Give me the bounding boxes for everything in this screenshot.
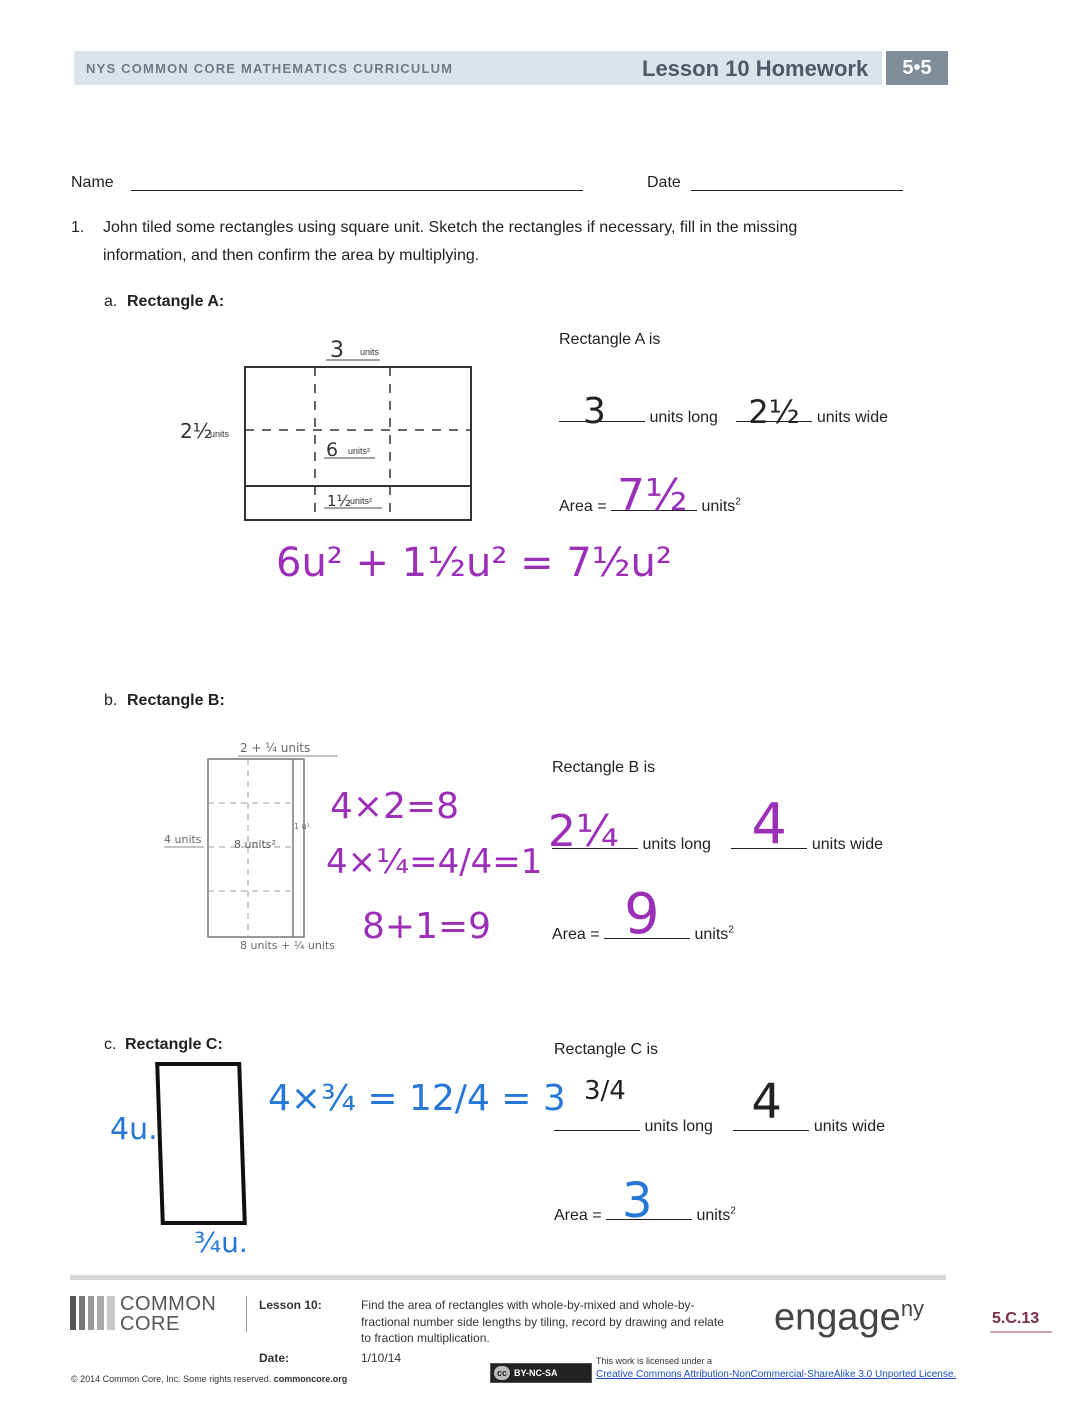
- rect-b-top-label: 2 + ¼ units: [240, 741, 311, 755]
- rect-a-long-row: [559, 391, 889, 432]
- rect-a-area-row: Area = 7½ units$^2$: [559, 470, 741, 521]
- rect-a-area-label: Area =: [559, 498, 607, 515]
- rect-c-bottom-label: ¾u.: [194, 1226, 248, 1259]
- rect-a-long-answer: 3: [583, 391, 606, 432]
- copyright-text: © 2014 Common Core, Inc. Some rights reserved.: [71, 1374, 272, 1384]
- rect-b-work-line1: 4×2=8: [330, 786, 460, 827]
- footer-rule: [70, 1275, 946, 1280]
- rect-c-long-suffix: units long: [644, 1118, 713, 1135]
- rect-b-strip-label: 1 u²: [294, 822, 310, 831]
- rect-a-top-value: 3: [330, 338, 344, 363]
- rect-b-area-units: units: [694, 926, 729, 943]
- footer-divider: [246, 1296, 247, 1332]
- cc-license-badge: [490, 1363, 592, 1383]
- footer-lesson-desc3: to fraction multiplication.: [361, 1331, 490, 1345]
- logo-text-common: COMMON: [120, 1293, 217, 1315]
- rect-a-area-answer: 7½: [617, 470, 688, 521]
- rect-a-area-field[interactable]: [611, 470, 697, 521]
- brand-text: engage: [774, 1296, 901, 1339]
- rect-c-long-answer: 3/4: [584, 1076, 626, 1106]
- footer-date-label: Date:: [259, 1351, 290, 1365]
- rect-c-side-label: 4u.: [110, 1112, 158, 1147]
- name-label: Name: [71, 174, 114, 191]
- rect-a-long-suffix: units long: [649, 409, 718, 426]
- brand-sup: ny: [900, 1296, 925, 1321]
- rect-c-area-answer: 3: [622, 1173, 653, 1229]
- footer-lesson-label: Lesson 10:: [259, 1298, 322, 1312]
- rect-a-wide-answer: 2½: [748, 393, 800, 431]
- common-core-logo-icon: [70, 1296, 116, 1330]
- cc-badge-text: BY-NC-SA: [514, 1368, 558, 1378]
- rect-c-wide-answer: 4: [751, 1074, 782, 1130]
- rect-b-wide-field[interactable]: [731, 792, 807, 857]
- rect-a-side-units: units: [210, 429, 230, 439]
- rect-b-intro: Rectangle B is: [552, 759, 656, 776]
- rect-b-bottom-label: 8 units + ¼ units: [240, 939, 335, 952]
- rect-a-wide-field[interactable]: [736, 393, 812, 431]
- rect-c-area-units: units: [696, 1207, 731, 1224]
- date-label: Date: [647, 174, 681, 191]
- rect-c-wide-suffix: units wide: [813, 1118, 886, 1135]
- rect-b-long-suffix: units long: [642, 836, 711, 853]
- part-b-title: Rectangle B:: [127, 692, 225, 709]
- page-number: 5.C.13: [992, 1310, 1040, 1327]
- footer-date-value: 1/10/14: [361, 1351, 402, 1365]
- rect-b-work-line3: 8+1=9: [362, 906, 492, 947]
- rect-c-wide-field[interactable]: [733, 1074, 809, 1131]
- rect-b-inner-label: 8 units²: [234, 838, 276, 851]
- problem-number: 1.: [71, 219, 85, 236]
- part-a-title: Rectangle A:: [127, 293, 225, 310]
- rect-a-side-value: 2½: [180, 419, 213, 443]
- rect-c-intro: Rectangle C is: [554, 1041, 659, 1058]
- cc-icon: cc: [494, 1366, 510, 1380]
- rect-b-long-answer: 2¼: [548, 806, 619, 857]
- rect-b-area-label: Area =: [552, 926, 600, 943]
- footer-lesson-desc1: Find the area of rectangles with whole-by-mixed and whole-by-: [361, 1298, 695, 1312]
- rect-c-long-row: [554, 1074, 886, 1136]
- rect-c-area-field[interactable]: [606, 1173, 692, 1229]
- rect-a-work: 6u² + 1½u² = 7½u²: [276, 540, 672, 586]
- rect-b-area-answer: 9: [624, 882, 660, 947]
- license-text: This work is licensed under a: [596, 1356, 713, 1366]
- part-b-letter: b.: [104, 692, 118, 709]
- rect-c-long-field[interactable]: [554, 1076, 640, 1131]
- problem-text-line1: John tiled some rectangles using square unit. Sketch the rectangles if necessary, fill in the missing: [103, 219, 798, 236]
- rect-b-wide-answer: 4: [751, 792, 788, 857]
- rectangle-c-figure: [155, 1062, 247, 1225]
- footer-lesson-desc2: fractional number side lengths by tiling, record by drawing and relate: [361, 1315, 724, 1329]
- part-c-letter: c.: [104, 1036, 117, 1053]
- page-number-underline: [990, 1331, 1052, 1333]
- date-field[interactable]: [691, 190, 903, 191]
- engageny-logo: [774, 1296, 924, 1340]
- rect-b-area-field[interactable]: [604, 882, 690, 947]
- rect-c-area-row: Area = 3 units$^2$: [554, 1173, 736, 1229]
- rect-b-long-field[interactable]: [548, 806, 638, 857]
- copyright: [71, 1374, 347, 1384]
- rect-a-top-units: units: [360, 347, 380, 357]
- rect-b-work-line2: 4×¼=4/4=1: [326, 842, 543, 882]
- license-link[interactable]: Creative Commons Attribution-NonCommercial-ShareAlike 3.0 Unported License.: [596, 1369, 957, 1380]
- rect-b-area-row: Area = 9 units$^2$: [552, 882, 734, 947]
- rectangle-a-figure: [170, 330, 490, 530]
- name-field[interactable]: [131, 190, 583, 191]
- grade-module-badge: 5•5: [886, 51, 948, 85]
- rect-a-inner-units: units²: [348, 446, 371, 456]
- rect-a-area-units: units: [701, 498, 736, 515]
- rect-a-strip-units: units²: [350, 496, 373, 506]
- part-c-title: Rectangle C:: [125, 1036, 223, 1053]
- rect-a-long-field[interactable]: [559, 391, 645, 432]
- part-a-letter: a.: [104, 293, 118, 310]
- problem-text-line2: information, and then confirm the area by multiplying.: [103, 247, 480, 264]
- lesson-title: Lesson 10 Homework: [642, 56, 869, 81]
- curriculum-title: NYS COMMON CORE MATHEMATICS CURRICULUM: [86, 61, 454, 76]
- rect-c-area-label: Area =: [554, 1207, 602, 1224]
- copyright-site: commoncore.org: [273, 1374, 348, 1384]
- logo-text-core: CORE: [120, 1313, 180, 1335]
- rect-a-inner-value: 6: [326, 439, 339, 461]
- rect-b-long-row: [548, 792, 884, 857]
- rect-b-wide-suffix: units wide: [811, 836, 884, 853]
- rect-a-intro: Rectangle A is: [559, 331, 661, 348]
- rect-a-wide-suffix: units wide: [816, 409, 889, 426]
- rect-c-work: 4×¾ = 12/4 = 3: [268, 1078, 566, 1119]
- rect-b-side-label: 4 units: [164, 833, 202, 846]
- rect-a-strip-value: 1½: [327, 492, 352, 510]
